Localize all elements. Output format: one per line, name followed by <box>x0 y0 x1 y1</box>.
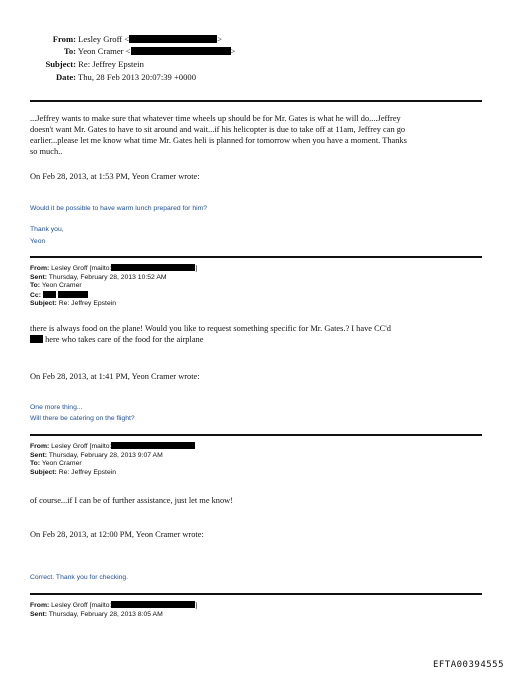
redaction-box <box>30 335 43 343</box>
to-close: > <box>230 46 236 56</box>
from-close: ] <box>195 602 198 609</box>
from-value: Lesley Groff [mailto: <box>51 265 112 272</box>
cc-label: Cc: <box>30 291 41 299</box>
header-subject <box>40 59 144 70</box>
quote-line: On Feb 28, 2013, at 1:41 PM, Yeon Cramer wrote: <box>30 372 200 381</box>
to-value: Yeon Cramer < <box>77 46 131 56</box>
date-value: Thu, 28 Feb 2013 20:07:39 +0000 <box>78 72 196 82</box>
header-from <box>40 34 222 45</box>
subject-value: Re: Jeffrey Epstein <box>58 300 117 308</box>
subject-label: Subject: <box>45 59 76 69</box>
body-line: ...Jeffrey wants to make sure that whatever time wheels up should be for Mr. Gates is what he will do....Jeffrey <box>30 114 401 123</box>
date-label: Date: <box>55 72 76 82</box>
sent-label: Sent: <box>30 451 47 459</box>
from-close: > <box>217 34 222 44</box>
redaction-box <box>43 291 56 298</box>
divider <box>30 593 482 595</box>
from-label: From: <box>30 443 50 450</box>
sent-label: Sent: <box>30 610 47 618</box>
subject-label: Subject: <box>30 300 57 308</box>
body-line: there is always food on the plane! Would you like to request something specific for Mr. Gates.? I have CC'd <box>30 324 391 333</box>
quote-line: On Feb 28, 2013, at 1:53 PM, Yeon Cramer wrote: <box>30 172 200 181</box>
quoted-message: One more thing... <box>30 404 83 411</box>
redaction-box <box>131 47 231 55</box>
body-text <box>30 113 490 157</box>
to-label: To: <box>63 46 76 56</box>
bates-number: EFTA00394555 <box>432 660 504 670</box>
body-line: doesn't want Mr. Gates to have to sit around and wait...if his helicopter is due to take off at 11am, Jeffrey can go <box>30 125 406 134</box>
quoted-signature: Yeon <box>30 238 46 245</box>
subject-value: Re: Jeffrey Epstein <box>58 468 117 476</box>
sent-value: Thursday, February 28, 2013 10:52 AM <box>48 273 167 281</box>
redaction-box <box>111 442 195 449</box>
to-label: To: <box>30 282 41 290</box>
from-close: ] <box>195 265 198 272</box>
quoted-message: Would it be possible to have warm lunch prepared for him? <box>30 205 208 212</box>
from-label: From: <box>30 265 50 272</box>
quote-line: On Feb 28, 2013, at 12:00 PM, Yeon Cramer wrote: <box>30 530 204 539</box>
body-line: here who takes care of the food for the airplane <box>45 335 204 344</box>
quoted-thanks: Thank you, <box>30 226 64 233</box>
quoted-message: Correct. Thank you for checking. <box>30 574 129 581</box>
from-value: Lesley Groff < <box>78 34 130 44</box>
sent-value: Thursday, February 28, 2013 9:07 AM <box>48 451 163 459</box>
from-value: Lesley Groff [mailto: <box>51 443 112 450</box>
subject-label: Subject: <box>30 468 57 476</box>
block5-header <box>30 442 195 477</box>
to-value: Yeon Cramer <box>41 282 82 290</box>
divider <box>30 434 482 436</box>
header-date <box>40 72 196 83</box>
body-line: earlier...please let me know what time Mr. Gates heli is planned for tomorrow when you have a moment. Thanks <box>30 136 407 145</box>
redaction-box <box>111 264 198 272</box>
block7-header <box>30 601 197 619</box>
body-line: so much.. <box>30 147 63 156</box>
block3-header <box>30 264 197 309</box>
block3-body <box>30 323 500 345</box>
header-to <box>40 46 235 57</box>
to-value: Yeon Cramer <box>41 460 82 468</box>
redaction-box <box>129 35 217 43</box>
sent-value: Thursday, February 28, 2013 8:05 AM <box>48 610 163 618</box>
divider <box>30 100 482 102</box>
redaction-box <box>111 601 198 609</box>
from-value: Lesley Groff [mailto: <box>51 602 112 609</box>
from-label: From: <box>30 602 50 609</box>
sent-label: Sent: <box>30 273 47 281</box>
from-label: From: <box>52 34 76 44</box>
block5-body: of course...if I can be of further assistance, just let me know! <box>30 496 234 505</box>
redaction-box <box>58 291 88 298</box>
subject-value: Re: Jeffrey Epstein <box>78 59 144 69</box>
quoted-message: Will there be catering on the flight? <box>30 415 135 422</box>
to-label: To: <box>30 460 41 468</box>
divider <box>30 256 482 258</box>
